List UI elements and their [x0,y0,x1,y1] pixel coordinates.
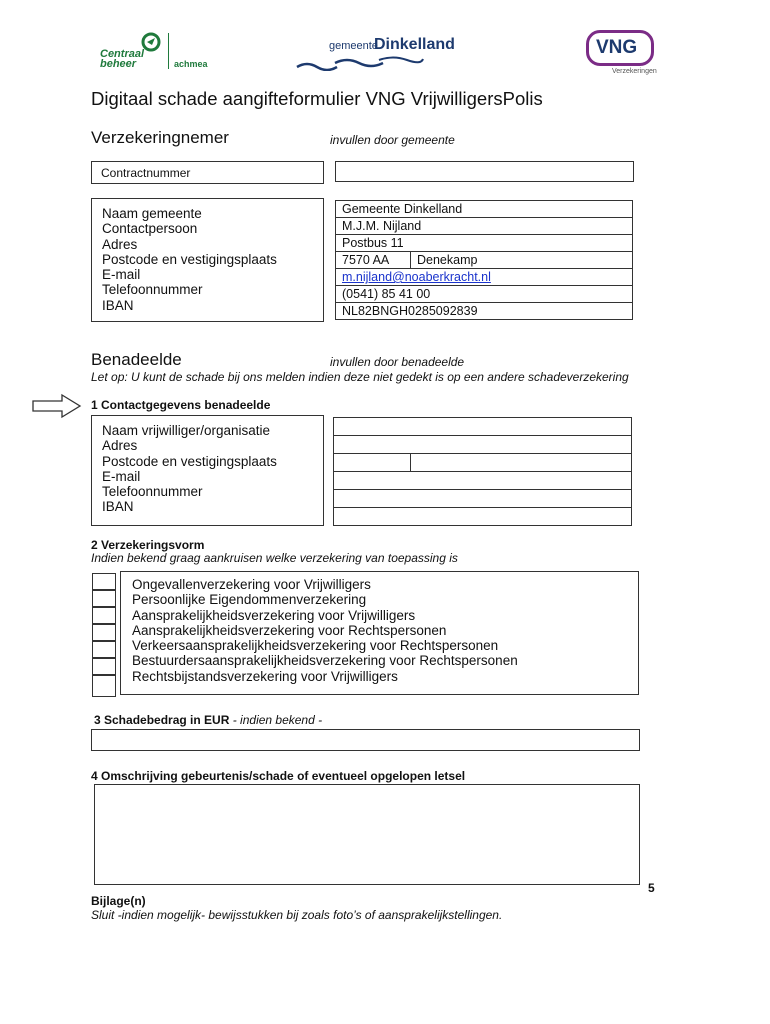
checkbox-aansprakelijkheid-rechtspersonen[interactable] [92,624,116,641]
insurer-postcode-value: 7570 AA [342,253,390,267]
checkbox-verkeersaansprakelijkheid[interactable] [92,641,116,658]
insurer-iban-cell [335,302,633,320]
victim-adres-input[interactable] [333,435,632,454]
option-ongevallen: Ongevallenverzekering voor Vrijwilligers [132,577,371,592]
vng-logo [582,30,664,78]
insurance-options-box [120,571,639,695]
attachments-title: Bijlage(n) [91,894,146,908]
page-title: Digitaal schade aangifteformulier VNG VrijwilligersPolis [91,88,543,109]
victim-telefoon-input[interactable] [333,489,632,508]
arrow-right-icon [32,393,82,419]
insurer-contact-value: M.J.M. Nijland [342,219,422,233]
label-postcode: Postcode en vestigingsplaats [102,251,277,267]
checkbox-bestuurdersaansprakelijkheid[interactable] [92,658,116,675]
insurer-adres-value: Postbus 11 [342,236,404,250]
option-bestuurdersaansprakelijkheid: Bestuurdersaansprakelijkheidsverzekering voor Rechtspersonen [132,653,518,669]
insurer-telefoon-value: (0541) 85 41 00 [342,287,431,301]
label-victim-email: E-mail [102,468,141,484]
label-naam-vrijwilliger: Naam vrijwilliger/organisatie [102,423,271,438]
section4-title: 4 Omschrijving gebeurtenis/schade of eventueel opgelopen letsel [91,769,466,783]
section2-subtitle: Indien bekend graag aankruisen welke verzekering van toepassing is [91,551,458,565]
label-victim-adres: Adres [102,438,138,454]
victim-plaats-input[interactable] [410,453,632,472]
label-adres: Adres [102,236,138,252]
waves-icon [295,55,425,71]
insurer-telefoon-cell [335,285,633,303]
label-telefoon: Telefoonnummer [102,282,203,298]
label-email: E-mail [102,267,141,283]
insurer-labels-box [91,198,324,322]
insurer-adres-cell [335,234,633,252]
insurer-labels [102,206,277,313]
victim-labels-box [91,415,324,526]
contract-label: Contractnummer [101,166,191,180]
centraal-beheer-logo [100,32,170,72]
checkbox-rechtsbijstand[interactable] [92,675,116,697]
insurer-email-cell [335,268,633,286]
insurer-note: invullen door gemeente [330,133,455,147]
section1-title: 1 Contactgegevens benadeelde [91,398,271,412]
section3-header [94,713,322,727]
label-victim-telefoon: Telefoonnummer [102,484,203,500]
label-victim-iban: IBAN [102,499,134,515]
option-verkeersaansprakelijkheid: Verkeersaansprakelijkheidsverzekering voor Rechtspersonen [132,638,499,654]
insurer-postcode-cell [335,251,411,269]
label-contactpersoon: Contactpersoon [102,221,198,237]
victim-note: invullen door benadeelde [330,355,465,369]
option-rechtsbijstand: Rechtsbijstandsverzekering voor Vrijwilligers [132,668,398,684]
centraal-beheer-text: Centraal beheer [100,48,145,70]
option-aansprakelijkheid-rechtspersonen: Aansprakelijkheidsverzekering voor Rechtspersonen [132,622,447,638]
section3-note: - indien bekend - [232,713,323,727]
checkbox-aansprakelijkheid-vrijwilligers[interactable] [92,607,116,624]
victim-naam-input[interactable] [333,417,632,436]
victim-iban-input[interactable] [333,507,632,526]
contract-number-input[interactable] [335,161,634,182]
victim-labels [102,423,277,515]
victim-postcode-input[interactable] [333,453,411,472]
gemeente-prefix: gemeente [329,40,378,52]
insurer-naam-value: Gemeente Dinkelland [342,202,463,216]
victim-email-input[interactable] [333,471,632,490]
gemeente-dinkelland-logo [295,36,465,72]
section2-title: 2 Verzekeringsvorm [91,538,205,552]
option-aansprakelijkheid-vrijwilligers: Aansprakelijkheidsverzekering voor Vrijwilligers [132,607,416,623]
checkbox-eigendommen[interactable] [92,590,116,607]
vng-letters: VNG [596,37,638,58]
description-textarea[interactable] [94,784,640,885]
insurance-options-list [132,577,518,684]
label-naam-gemeente: Naam gemeente [102,206,202,221]
insurer-iban-value: NL82BNGH0285092839 [342,304,478,318]
vng-subtext: Verzekeringen [612,68,657,75]
page-number: 5 [648,881,655,895]
victim-warning: Let op: U kunt de schade bij ons melden indien deze niet gedekt is op een andere schadeverzekering [91,370,629,384]
label-iban: IBAN [102,297,134,313]
label-victim-postcode: Postcode en vestigingsplaats [102,453,277,469]
insurer-contact-cell [335,217,633,235]
contract-label-box [91,161,324,184]
victim-heading: Benadeelde [91,350,182,369]
option-eigendommen: Persoonlijke Eigendommenverzekering [132,592,367,608]
checkbox-ongevallen[interactable] [92,573,116,590]
insurer-plaats-cell [410,251,633,269]
insurer-email-link[interactable]: m.nijland@noaberkracht.nl [342,270,491,284]
insurer-heading: Verzekeringnemer [91,128,229,147]
dinkelland-name: Dinkelland [374,36,455,53]
attachments-note: Sluit -indien mogelijk- bewijsstukken bij zoals foto’s of aansprakelijkstellingen. [91,908,503,922]
insurer-plaats-value: Denekamp [417,253,478,267]
achmea-logo: achmea [174,59,208,69]
logo-divider [168,33,169,69]
section3-title: 3 Schadebedrag in EUR [94,713,230,727]
insurer-naam-cell [335,200,633,218]
damage-amount-input[interactable] [91,729,640,751]
